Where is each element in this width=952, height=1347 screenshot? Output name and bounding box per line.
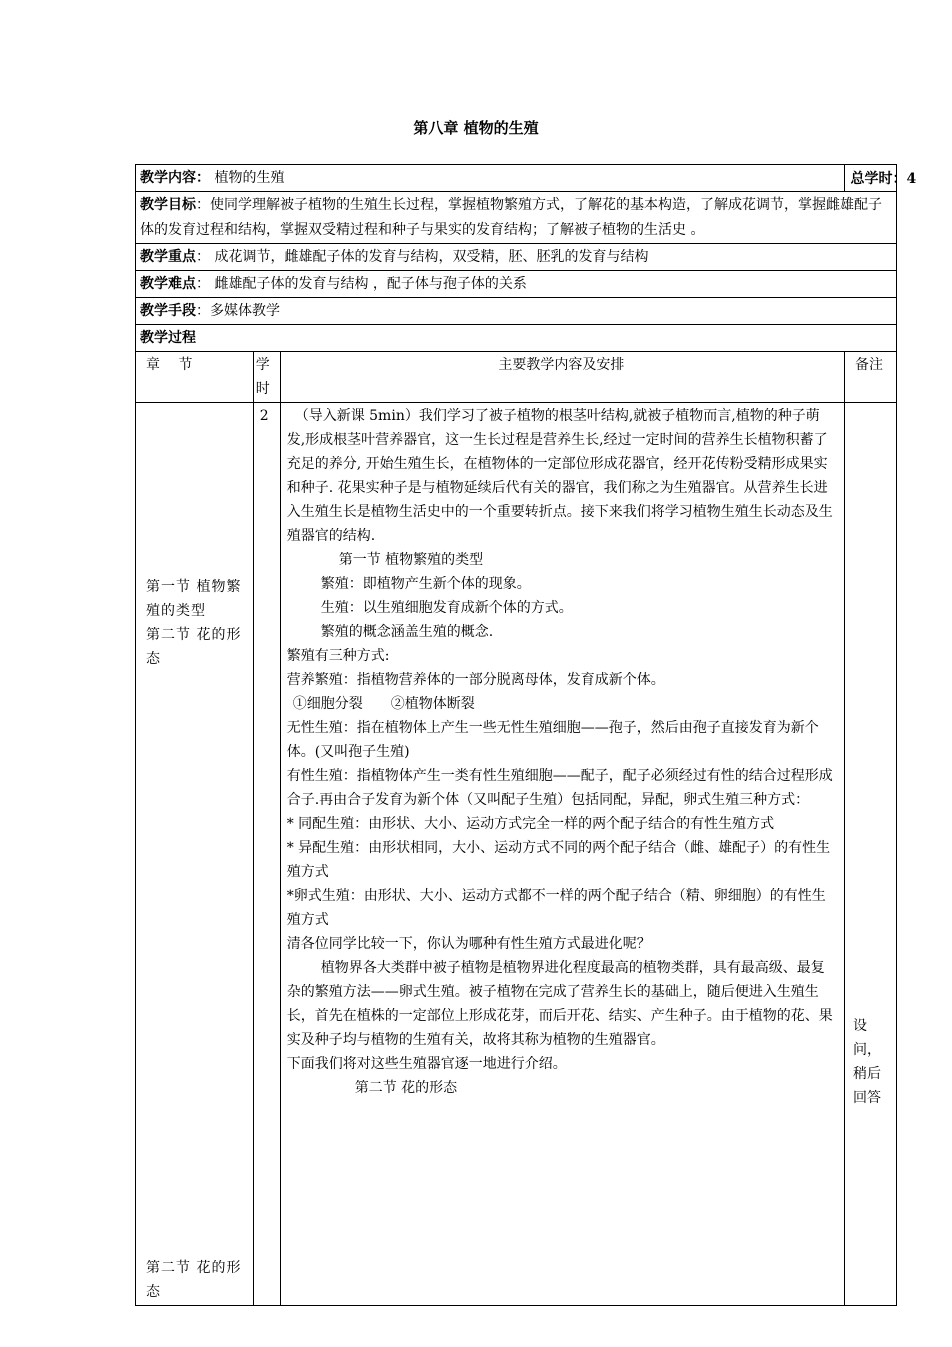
key-label: 教学重点 — [140, 249, 196, 266]
isogamy: * 同配生殖：由形状、大小、运动方式完全一样的两个配子结合的有性生殖方式 — [286, 816, 775, 833]
vegetative-items: ①细胞分裂 ②植物体断裂 — [292, 696, 475, 713]
question: 清各位同学比较一下，你认为哪种有性生殖方式最进化呢？ — [286, 936, 651, 953]
content-label: 教学内容： — [140, 170, 210, 186]
row-difficult — [136, 271, 897, 298]
total-hours: 总学时：4 — [850, 170, 917, 187]
row-key — [136, 244, 897, 271]
body-row — [136, 403, 897, 1306]
section2-heading: 第二节 花的形态 — [354, 1080, 458, 1097]
note-question: 设问，稍后回答 — [853, 1017, 881, 1106]
col-header-content: 主要教学内容及安排 — [280, 352, 844, 403]
chapter-section-2: 第二节 花的形态 — [146, 626, 242, 667]
intro-paragraph: （导入新课 5min）我们学习了被子植物的根茎叶结构,就被子植物而言,植物的种子萌发,形成根茎叶营养器官，这一生长过程是营养生长,经过一定时间的营养生长植物积蓄了充足的养分, 开始生殖生长，在植物体的一定部位形成花器官，经开花传粉受精形成果实和种子. 花果实种子是与植物延续后代有关的器官，我们称之为生殖器官。从营养生长进入生殖生长是植物生活史中的一个重要转折点。接下来我们将学习植物生殖生长动态及生殖器官的结构. — [286, 408, 833, 545]
asexual: 无性生殖：指在植物体上产生一些无性生殖细胞——孢子，然后由孢子直接发育为新个体。(又叫孢子生殖) — [286, 720, 819, 761]
key-text: ： 成花调节，雌雄配子体的发育与结构，双受精，胚、胚乳的发育与结构 — [196, 249, 649, 266]
next-intro: 下面我们将对这些生殖器官逐一地进行介绍。 — [286, 1056, 567, 1073]
oogamy: *卵式生殖：由形状、大小、运动方式都不一样的两个配子结合（精、卵细胞）的有性生殖方式 — [286, 888, 826, 929]
content-value: 植物的生殖 — [214, 170, 285, 186]
means-text: ：多媒体教学 — [196, 303, 280, 320]
content-cell-body — [280, 403, 844, 1306]
angiosperm-paragraph: 植物界各大类群中被子植物是植物界进化程度最高的植物类群，具有最高级、最复杂的繁殖方法——卵式生殖。被子植物在完成了营养生长的基础上，随后便进入生殖生长，首先在植株的一定部位上形成花芽，而后开花、结实、产生种子。由于植物的花、果实及种子均与植物的生殖有关，故将其称为植物的生殖器官。 — [286, 960, 833, 1049]
content-cell — [136, 165, 845, 192]
definition-cover: 繁殖的概念涵盖生殖的概念. — [320, 624, 494, 641]
lesson-plan-table — [135, 164, 897, 1306]
col-header-hours: 学时 — [253, 352, 280, 403]
difficult-cell — [136, 271, 897, 298]
goal-cell — [136, 192, 897, 244]
notes-cell — [845, 403, 897, 1306]
col-header-notes: 备注 — [845, 352, 897, 403]
difficult-text: ： 雌雄配子体的发育与结构 ，配子体与孢子体的关系 — [196, 276, 527, 293]
goal-label: 教学目标 — [140, 197, 196, 213]
hours-cell: 2 — [253, 403, 280, 1306]
definition-fanzhi: 繁殖：即植物产生新个体的现象。 — [320, 576, 531, 593]
row-means — [136, 298, 897, 325]
process-label: 教学过程 — [136, 325, 897, 352]
col-header-chapter: 章 节 — [136, 352, 254, 403]
anisogamy: * 异配生殖：由形状相同，大小、运动方式不同的两个配子结合（雌、雄配子）的有性生殖方式 — [286, 840, 831, 881]
vegetative: 营养繁殖：指植物营养体的一部分脱离母体，发育成新个体。 — [286, 672, 665, 689]
sexual: 有性生殖：指植物体产生一类有性生殖细胞——配子，配子必须经过有性的结合过程形成合子.再由合子发育为新个体（又叫配子生殖）包括同配，异配，卵式生殖三种方式： — [286, 768, 833, 809]
row-process — [136, 325, 897, 352]
section1-heading: 第一节 植物繁殖的类型 — [338, 552, 484, 569]
chapter-cell — [136, 403, 254, 1306]
row-goal — [136, 192, 897, 244]
document-title: 第八章 植物的生殖 — [413, 119, 539, 137]
key-cell — [136, 244, 897, 271]
means-cell — [136, 298, 897, 325]
chapter-section-1: 第一节 植物繁殖的类型 — [146, 578, 242, 619]
row-content — [136, 165, 897, 192]
goal-text: ：使同学理解被子植物的生殖生长过程，掌握植物繁殖方式，了解花的基本构造，了解成花调节，掌握雌雄配子体的发育过程和结构，掌握双受精过程和种子与果实的发育结构；了解被子植物的生活史 。 — [140, 197, 882, 238]
means-label: 教学手段 — [140, 303, 196, 320]
column-header-row — [136, 352, 897, 403]
three-ways: 繁殖有三种方式: — [286, 648, 390, 665]
definition-shengzhi: 生殖：以生殖细胞发育成新个体的方式。 — [320, 600, 573, 617]
difficult-label: 教学难点 — [140, 276, 196, 293]
chapter-section-2-repeat: 第二节 花的形态 — [146, 1260, 242, 1301]
